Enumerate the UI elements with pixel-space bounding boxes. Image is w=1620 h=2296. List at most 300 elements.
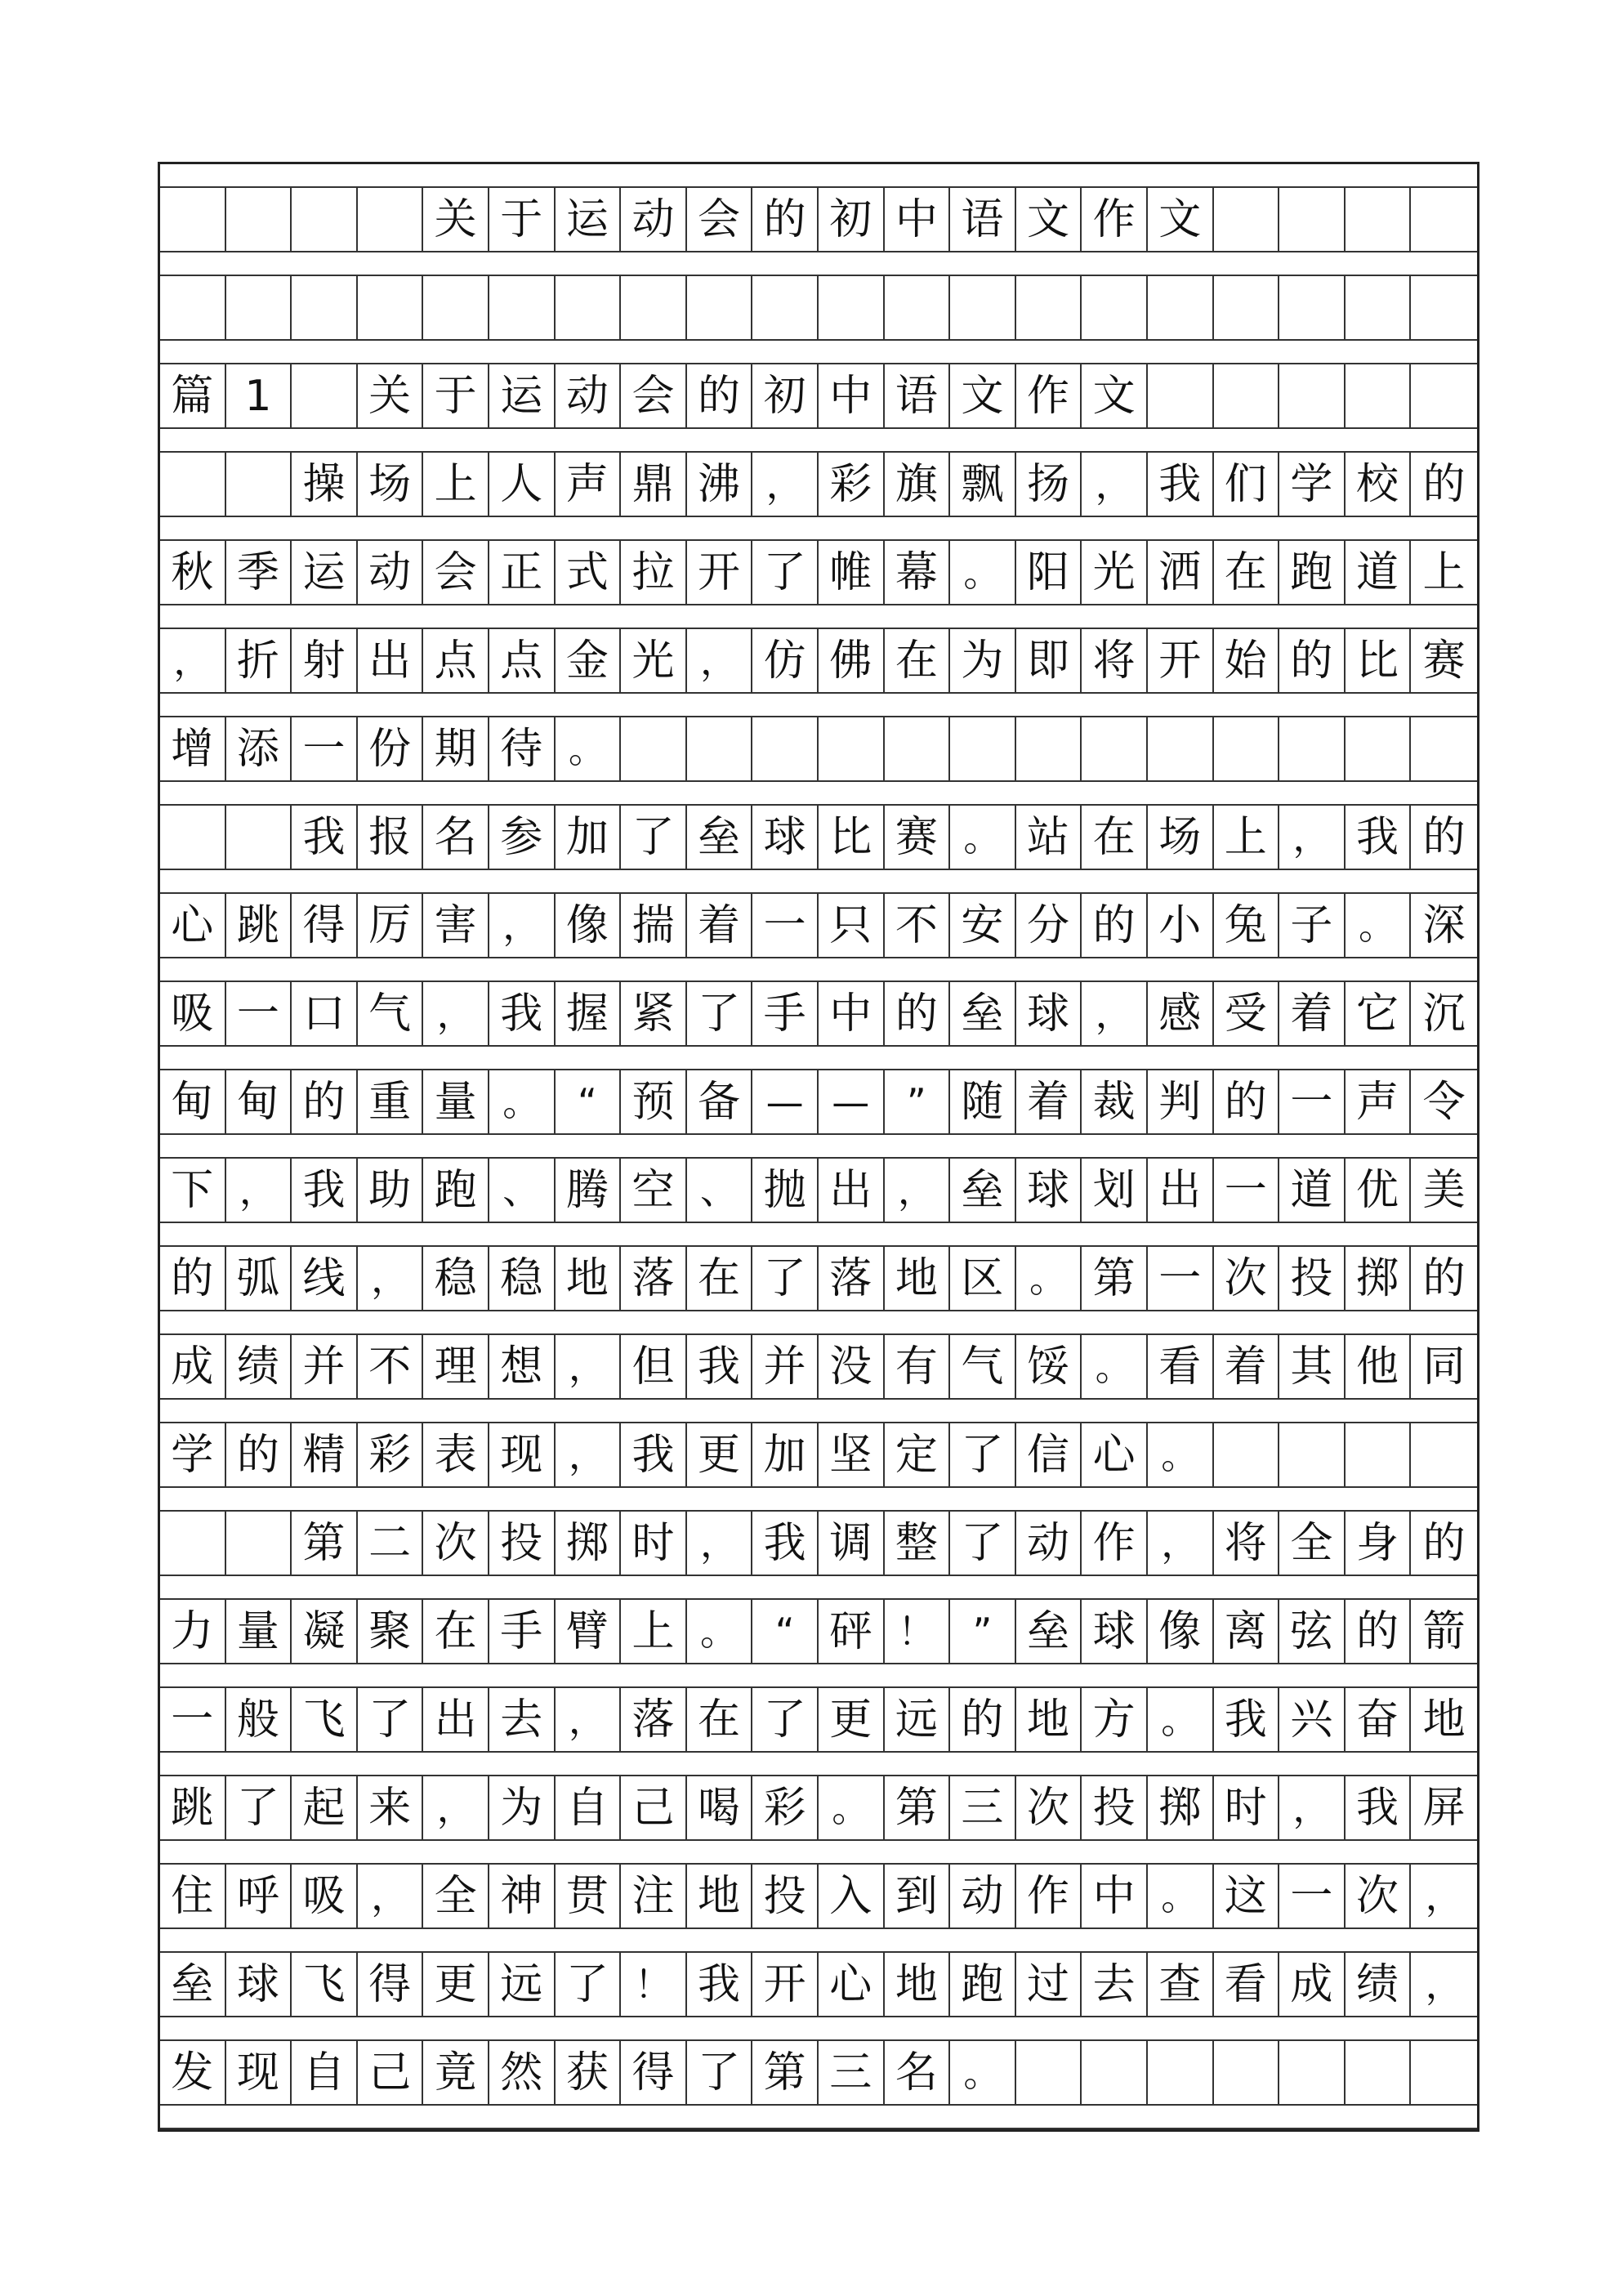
grid-cell: 了 xyxy=(752,541,819,604)
grid-cell: 了 xyxy=(752,1247,819,1310)
grid-cell: 查 xyxy=(1148,1953,1214,2016)
grid-cell: 为 xyxy=(489,1776,556,1839)
grid-cell: 学 xyxy=(160,1423,226,1486)
grid-cell: 地 xyxy=(1422,1695,1466,1744)
grid-cell: 揣 xyxy=(621,894,687,957)
grid-cell: 稳 xyxy=(489,1247,556,1310)
grid-cell xyxy=(1148,364,1214,427)
grid-cell: 次 xyxy=(1016,1776,1082,1839)
grid-cell: 光 xyxy=(621,629,687,692)
grid-cell: 我 xyxy=(489,982,556,1045)
grid-cell: 我 xyxy=(1346,1776,1412,1839)
grid-cell xyxy=(1214,276,1280,339)
grid-cell: 了 xyxy=(687,2041,753,2104)
grid-cell: 在 xyxy=(1082,806,1148,869)
grid-cell: 。 xyxy=(1148,1865,1214,1927)
grid-cell: 秋 xyxy=(160,541,226,604)
text-row xyxy=(160,1247,1477,1311)
grid-cell xyxy=(1346,2041,1412,2104)
grid-cell: ， xyxy=(358,1865,424,1927)
grid-cell: 理 xyxy=(423,1335,489,1398)
grid-cell: 的 xyxy=(687,364,753,427)
grid-cell: 他 xyxy=(1346,1335,1412,1398)
grid-cell: 时 xyxy=(621,1512,687,1575)
grid-cell: 获 xyxy=(556,2041,622,2104)
grid-cell: 加 xyxy=(556,806,622,869)
grid-cell: 手 xyxy=(752,982,819,1045)
grid-cell: 文 xyxy=(950,364,1016,427)
grid-cell: 腾 xyxy=(556,1159,622,1222)
text-row xyxy=(160,2041,1477,2106)
grid-cell xyxy=(621,717,687,780)
grid-cell: 跳 xyxy=(160,1776,226,1839)
grid-cell: 落 xyxy=(621,1688,687,1751)
grid-cell: — xyxy=(819,1070,885,1133)
grid-cell: 的 xyxy=(1422,1253,1466,1303)
grid-cell: 现 xyxy=(489,1423,556,1486)
grid-spacer xyxy=(160,2106,1477,2129)
grid-cell: 自 xyxy=(556,1776,622,1839)
grid-cell: 声 xyxy=(556,453,622,516)
grid-cell: 量 xyxy=(423,1070,489,1133)
grid-cell: 即 xyxy=(1016,629,1082,692)
grid-cell: ， xyxy=(1279,806,1346,869)
grid-cell xyxy=(423,276,489,339)
grid-cell xyxy=(292,276,358,339)
grid-cell: 受 xyxy=(1214,982,1280,1045)
grid-cell: 有 xyxy=(885,1335,951,1398)
grid-cell: 这 xyxy=(1214,1865,1280,1927)
grid-cell xyxy=(1411,276,1477,339)
grid-cell: 划 xyxy=(1082,1159,1148,1222)
grid-cell: 它 xyxy=(1346,982,1412,1045)
grid-cell xyxy=(1346,1423,1412,1486)
grid-spacer xyxy=(160,782,1477,806)
grid-spacer xyxy=(160,958,1477,982)
grid-cell: 到 xyxy=(885,1865,951,1927)
grid-cell: 方 xyxy=(1082,1688,1148,1751)
grid-cell: 沸 xyxy=(687,453,753,516)
grid-cell xyxy=(1346,276,1412,339)
grid-cell: 运 xyxy=(556,188,622,251)
grid-cell xyxy=(226,188,292,251)
grid-cell: 飘 xyxy=(950,453,1016,516)
grid-cell: 站 xyxy=(1016,806,1082,869)
grid-cell: 场 xyxy=(1148,806,1214,869)
grid-cell: 名 xyxy=(885,2041,951,2104)
grid-cell: 运 xyxy=(292,541,358,604)
grid-cell: 弦 xyxy=(1279,1600,1346,1663)
grid-cell: 贯 xyxy=(556,1865,622,1927)
grid-cell: 砰 xyxy=(819,1600,885,1663)
grid-cell: 箭 xyxy=(1422,1606,1466,1656)
grid-cell: 的 xyxy=(226,1423,292,1486)
grid-cell: 。 xyxy=(1082,1335,1148,1398)
grid-spacer xyxy=(160,1841,1477,1865)
grid-cell: 会 xyxy=(621,364,687,427)
grid-cell: 线 xyxy=(292,1247,358,1310)
grid-cell: 着 xyxy=(1016,1070,1082,1133)
grid-cell: 得 xyxy=(292,894,358,957)
grid-cell: 参 xyxy=(489,806,556,869)
grid-cell: ， xyxy=(556,1688,622,1751)
grid-cell: 学 xyxy=(1279,453,1346,516)
grid-cell: 地 xyxy=(885,1953,951,2016)
grid-cell: ， xyxy=(1279,1776,1346,1839)
grid-cell: 抛 xyxy=(752,1159,819,1222)
grid-cell xyxy=(687,717,753,780)
grid-cell: 一 xyxy=(752,894,819,957)
grid-cell xyxy=(885,717,951,780)
grid-cell: 作 xyxy=(1016,364,1082,427)
grid-cell: 绩 xyxy=(1346,1953,1412,2016)
grid-cell: 次 xyxy=(1346,1865,1412,1927)
grid-cell: 心 xyxy=(160,894,226,957)
grid-spacer xyxy=(160,252,1477,276)
grid-cell: 加 xyxy=(752,1423,819,1486)
grid-cell: ， xyxy=(226,1159,292,1222)
section-heading-row xyxy=(160,364,1477,429)
grid-cell xyxy=(226,1512,292,1575)
grid-cell: 下 xyxy=(160,1159,226,1222)
grid-cell: 弧 xyxy=(226,1247,292,1310)
grid-cell xyxy=(1148,2041,1214,2104)
grid-cell: ， xyxy=(687,1512,753,1575)
grid-cell: 。 xyxy=(1148,1688,1214,1751)
grid-cell: ， xyxy=(423,982,489,1045)
grid-cell xyxy=(1346,364,1412,427)
grid-cell: 光 xyxy=(1082,541,1148,604)
grid-cell: 中 xyxy=(885,188,951,251)
grid-cell: 金 xyxy=(556,629,622,692)
grid-spacer xyxy=(160,1488,1477,1512)
text-row xyxy=(160,1335,1477,1400)
grid-cell: 身 xyxy=(1346,1512,1412,1575)
grid-cell: 去 xyxy=(489,1688,556,1751)
grid-cell xyxy=(1279,364,1346,427)
grid-cell: 拉 xyxy=(621,541,687,604)
grid-cell: 份 xyxy=(358,717,424,780)
grid-cell: 落 xyxy=(621,1247,687,1310)
grid-cell: 更 xyxy=(423,1953,489,2016)
grid-spacer xyxy=(160,870,1477,894)
grid-spacer xyxy=(160,1576,1477,1600)
grid-cell: 信 xyxy=(1016,1423,1082,1486)
grid-cell: 跑 xyxy=(423,1159,489,1222)
text-row xyxy=(160,1423,1477,1488)
text-row xyxy=(160,1159,1477,1223)
grid-cell: 空 xyxy=(621,1159,687,1222)
grid-cell: 像 xyxy=(556,894,622,957)
grid-cell: ， xyxy=(556,1335,622,1398)
grid-cell: 洒 xyxy=(1148,541,1214,604)
grid-cell: 了 xyxy=(556,1953,622,2016)
grid-spacer xyxy=(160,1929,1477,1953)
grid-cell: 会 xyxy=(687,188,753,251)
grid-cell: 、 xyxy=(687,1159,753,1222)
grid-cell: 的 xyxy=(950,1688,1016,1751)
grid-cell: 球 xyxy=(1082,1600,1148,1663)
grid-cell: 出 xyxy=(358,629,424,692)
grid-cell: ” xyxy=(885,1070,951,1133)
grid-cell: 神 xyxy=(489,1865,556,1927)
text-row xyxy=(160,1070,1477,1135)
grid-spacer xyxy=(160,341,1477,364)
grid-cell: 点 xyxy=(489,629,556,692)
grid-cell: ， xyxy=(1148,1512,1214,1575)
grid-cell: 手 xyxy=(489,1600,556,1663)
grid-cell: 于 xyxy=(489,188,556,251)
grid-cell xyxy=(226,276,292,339)
grid-cell: 道 xyxy=(1346,541,1412,604)
grid-cell: 折 xyxy=(226,629,292,692)
grid-cell: ， xyxy=(1082,982,1148,1045)
grid-cell: 害 xyxy=(423,894,489,957)
grid-cell: 量 xyxy=(226,1600,292,1663)
grid-cell xyxy=(950,717,1016,780)
grid-cell: 第 xyxy=(1082,1247,1148,1310)
grid-cell: 三 xyxy=(950,1776,1016,1839)
grid-cell: ， xyxy=(1082,453,1148,516)
grid-cell: 深 xyxy=(1422,900,1466,950)
grid-cell: ， xyxy=(423,1776,489,1839)
grid-cell: 动 xyxy=(1016,1512,1082,1575)
grid-cell: “ xyxy=(556,1070,622,1133)
grid-cell xyxy=(1214,188,1280,251)
grid-cell: 篇 xyxy=(160,364,226,427)
grid-cell: 仿 xyxy=(752,629,819,692)
grid-cell: 动 xyxy=(621,188,687,251)
grid-cell: 。 xyxy=(1016,1247,1082,1310)
grid-spacer xyxy=(160,1664,1477,1688)
grid-cell: 远 xyxy=(489,1953,556,2016)
grid-cell: 文 xyxy=(1016,188,1082,251)
grid-cell: 垒 xyxy=(950,1159,1016,1222)
grid-cell: 第 xyxy=(885,1776,951,1839)
grid-cell: 远 xyxy=(885,1688,951,1751)
grid-cell: 坚 xyxy=(819,1423,885,1486)
grid-cell: 中 xyxy=(819,364,885,427)
grid-cell: 甸 xyxy=(160,1070,226,1133)
grid-cell: 球 xyxy=(1016,982,1082,1045)
grid-cell: 助 xyxy=(358,1159,424,1222)
grid-cell xyxy=(160,276,226,339)
grid-cell: 不 xyxy=(885,894,951,957)
grid-cell: 鼎 xyxy=(621,453,687,516)
grid-cell: “ xyxy=(752,1600,819,1663)
grid-cell: 声 xyxy=(1346,1070,1412,1133)
grid-cell: 开 xyxy=(1148,629,1214,692)
grid-spacer xyxy=(160,1400,1477,1423)
grid-cell: 比 xyxy=(1346,629,1412,692)
grid-cell xyxy=(950,276,1016,339)
grid-cell: 人 xyxy=(489,453,556,516)
grid-cell: 期 xyxy=(423,717,489,780)
grid-cell: 。 xyxy=(489,1070,556,1133)
grid-cell: 不 xyxy=(358,1335,424,1398)
grid-cell: 的 xyxy=(1279,629,1346,692)
grid-cell xyxy=(687,276,753,339)
grid-cell xyxy=(292,364,358,427)
grid-cell xyxy=(226,453,292,516)
grid-cell: 。 xyxy=(1346,894,1412,957)
grid-cell: 我 xyxy=(752,1512,819,1575)
grid-cell: 重 xyxy=(358,1070,424,1133)
grid-cell xyxy=(1346,717,1412,780)
grid-cell: 名 xyxy=(423,806,489,869)
grid-cell: 想 xyxy=(489,1335,556,1398)
grid-cell: 精 xyxy=(292,1423,358,1486)
grid-spacer xyxy=(160,1311,1477,1335)
grid-cell: 垒 xyxy=(950,982,1016,1045)
grid-cell: 正 xyxy=(489,541,556,604)
grid-cell: 兴 xyxy=(1279,1688,1346,1751)
grid-cell: 我 xyxy=(292,1159,358,1222)
grid-cell: 成 xyxy=(160,1335,226,1398)
grid-cell: 口 xyxy=(292,982,358,1045)
grid-cell: 同 xyxy=(1422,1342,1466,1391)
grid-cell: 出 xyxy=(423,1688,489,1751)
grid-cell: 喝 xyxy=(687,1776,753,1839)
grid-cell: 备 xyxy=(687,1070,753,1133)
grid-cell: 了 xyxy=(358,1688,424,1751)
grid-cell: 射 xyxy=(292,629,358,692)
grid-cell: 但 xyxy=(621,1335,687,1398)
grid-cell: 添 xyxy=(226,717,292,780)
grid-cell: 的 xyxy=(1422,812,1466,862)
grid-cell: 一 xyxy=(1279,1070,1346,1133)
essay-title-row xyxy=(160,188,1477,252)
grid-spacer xyxy=(160,517,1477,541)
grid-cell: 的 xyxy=(1422,1518,1466,1568)
grid-cell: 旗 xyxy=(885,453,951,516)
grid-cell xyxy=(160,1512,226,1575)
grid-cell: 判 xyxy=(1148,1070,1214,1133)
grid-cell: 定 xyxy=(885,1423,951,1486)
grid-cell: 并 xyxy=(752,1335,819,1398)
grid-cell: 开 xyxy=(687,541,753,604)
grid-cell: 跑 xyxy=(1279,541,1346,604)
grid-cell: 关 xyxy=(358,364,424,427)
grid-cell: 三 xyxy=(819,2041,885,2104)
grid-cell: 第 xyxy=(752,2041,819,2104)
grid-cell: 投 xyxy=(752,1865,819,1927)
grid-cell: 作 xyxy=(1082,1512,1148,1575)
grid-cell: 扬 xyxy=(1016,453,1082,516)
grid-cell: 会 xyxy=(423,541,489,604)
grid-cell: 、 xyxy=(489,1159,556,1222)
grid-cell: 球 xyxy=(226,1953,292,2016)
grid-cell: 小 xyxy=(1148,894,1214,957)
grid-cell: 投 xyxy=(1279,1247,1346,1310)
grid-cell: 优 xyxy=(1346,1159,1412,1222)
grid-cell xyxy=(160,188,226,251)
grid-cell: 投 xyxy=(1082,1776,1148,1839)
grid-cell xyxy=(1279,1423,1346,1486)
manuscript-grid-paper xyxy=(158,162,1479,2132)
grid-cell: 预 xyxy=(621,1070,687,1133)
grid-cell xyxy=(819,276,885,339)
grid-cell: 跑 xyxy=(950,1953,1016,2016)
grid-cell: 出 xyxy=(1148,1159,1214,1222)
grid-cell xyxy=(752,276,819,339)
grid-cell: 次 xyxy=(1214,1247,1280,1310)
grid-cell: 己 xyxy=(358,2041,424,2104)
grid-cell: 了 xyxy=(226,1776,292,1839)
grid-cell: 心 xyxy=(819,1953,885,2016)
grid-cell: 没 xyxy=(819,1335,885,1398)
grid-cell: 的 xyxy=(1082,894,1148,957)
grid-cell: 紧 xyxy=(621,982,687,1045)
grid-cell: 我 xyxy=(687,1953,753,2016)
grid-cell: 调 xyxy=(819,1512,885,1575)
grid-cell: 力 xyxy=(160,1600,226,1663)
grid-cell: 帷 xyxy=(819,541,885,604)
grid-cell: 更 xyxy=(819,1688,885,1751)
grid-cell: 美 xyxy=(1422,1165,1466,1215)
grid-cell: 道 xyxy=(1279,1159,1346,1222)
grid-cell: 垒 xyxy=(160,1953,226,2016)
grid-cell: 子 xyxy=(1279,894,1346,957)
text-row xyxy=(160,1600,1477,1664)
grid-cell: 彩 xyxy=(358,1423,424,1486)
grid-cell xyxy=(1082,276,1148,339)
grid-cell xyxy=(358,188,424,251)
grid-spacer xyxy=(160,1047,1477,1070)
grid-cell: 的 xyxy=(160,1247,226,1310)
grid-cell: 一 xyxy=(292,717,358,780)
grid-cell: 球 xyxy=(1016,1159,1082,1222)
grid-cell: 其 xyxy=(1279,1335,1346,1398)
grid-cell: 操 xyxy=(292,453,358,516)
grid-cell: 上 xyxy=(1422,547,1466,597)
grid-cell: 得 xyxy=(358,1953,424,2016)
grid-cell: 成 xyxy=(1279,1953,1346,2016)
grid-cell xyxy=(1214,1423,1280,1486)
grid-cell: 厉 xyxy=(358,894,424,957)
grid-cell: 文 xyxy=(1082,364,1148,427)
grid-cell: 于 xyxy=(423,364,489,427)
grid-cell xyxy=(1016,2041,1082,2104)
grid-cell: 作 xyxy=(1016,1865,1082,1927)
grid-cell: 。 xyxy=(1148,1423,1214,1486)
grid-spacer xyxy=(160,164,1477,188)
grid-cell: ， xyxy=(687,629,753,692)
grid-cell: 彩 xyxy=(819,453,885,516)
grid-spacer xyxy=(160,1135,1477,1159)
grid-cell: 1 xyxy=(226,364,292,427)
grid-cell: 赛 xyxy=(1422,636,1466,686)
grid-cell: 在 xyxy=(423,1600,489,1663)
grid-cell: 甸 xyxy=(226,1070,292,1133)
grid-cell: 动 xyxy=(950,1865,1016,1927)
grid-cell: 全 xyxy=(423,1865,489,1927)
grid-cell: 凝 xyxy=(292,1600,358,1663)
grid-cell: ， xyxy=(1425,1962,1463,2007)
grid-cell: 语 xyxy=(950,188,1016,251)
grid-cell: 落 xyxy=(819,1247,885,1310)
grid-cell: 只 xyxy=(819,894,885,957)
grid-cell: 初 xyxy=(819,188,885,251)
grid-cell: 我 xyxy=(1214,1688,1280,1751)
grid-cell: 着 xyxy=(687,894,753,957)
grid-cell: 。 xyxy=(819,1776,885,1839)
grid-cell: ， xyxy=(489,894,556,957)
grid-cell: 在 xyxy=(687,1688,753,1751)
grid-cell: 的 xyxy=(292,1070,358,1133)
grid-cell xyxy=(160,806,226,869)
grid-cell: 赛 xyxy=(885,806,951,869)
